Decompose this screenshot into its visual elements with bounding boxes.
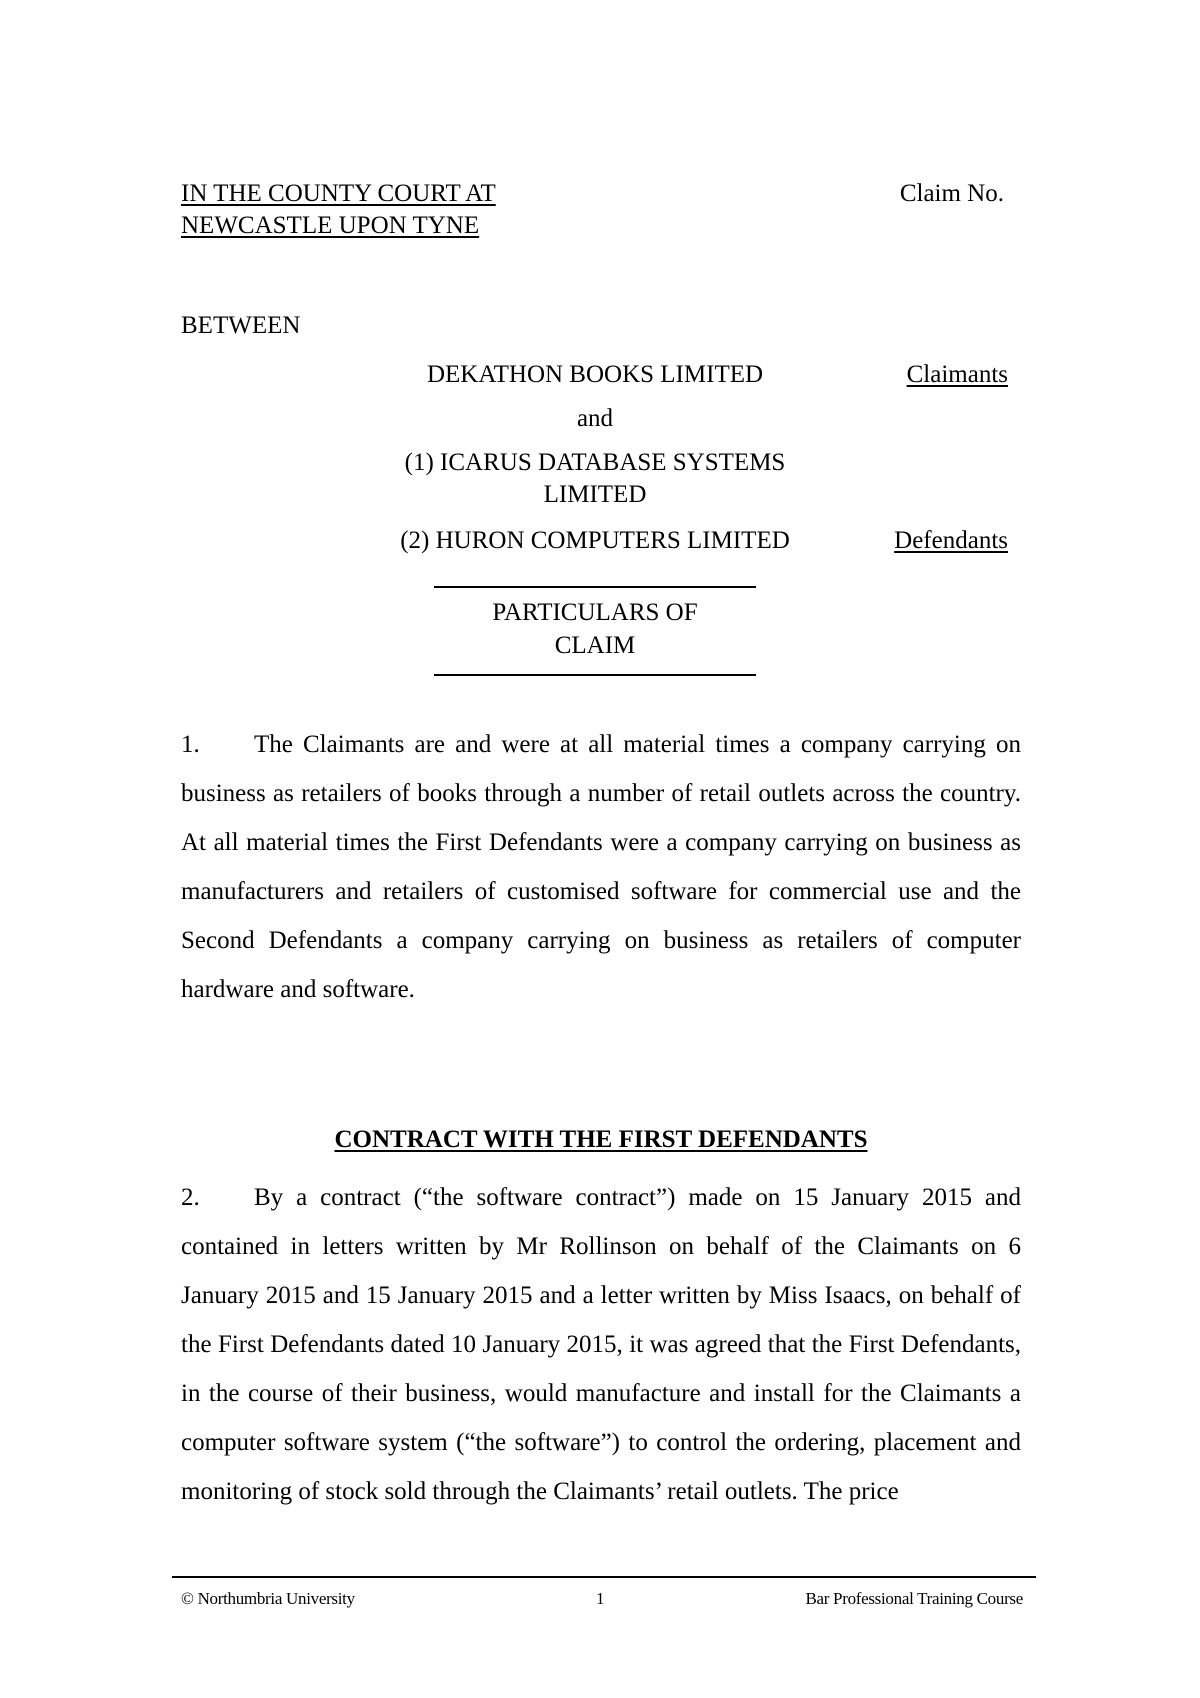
section-heading: CONTRACT WITH THE FIRST DEFENDANTS [334, 1126, 868, 1153]
paragraph-1-text: The Claimants are and were at all material times a company carrying on business as retailers of books through a number of retail outlets across the country. At all material times the First Defendants were a company carrying on business as manufacturers and retailers of customised software for commercial use and the Second Defendants a company carrying on business as retailers of computer hardware and software. [181, 731, 1021, 1003]
footer-rule [172, 1576, 1036, 1578]
document-title-line-2: CLAIM [554, 632, 636, 659]
paragraph-2-number: 2. [181, 1184, 200, 1211]
court-line-1: IN THE COUNTY COURT AT [181, 180, 496, 207]
paragraph-2-text: By a contract (“the software contract”) made on 15 January 2015 and contained in letters written by Mr Rollinson on behalf of the Claimants on 6 January 2015 and 15 January 2015 and a letter written by Miss Isaacs, on behalf of the First Defendants dated 10 January 2015, it was agreed that the First Defendants, in the course of their business, would manufacture and install for the Claimants a computer software system (“the software”) to control the ordering, placement and monitoring of stock sold through the Claimants’ retail outlets. The price [181, 1184, 1021, 1505]
document-title [434, 596, 756, 662]
title-rule-bottom [434, 674, 756, 676]
footer-page-number: 1 [596, 1589, 605, 1608]
footer-course-name: Bar Professional Training Course [805, 1589, 1023, 1608]
footer-copyright: © Northumbria University [181, 1589, 355, 1608]
title-rule-top [434, 586, 756, 588]
court-line-2: NEWCASTLE UPON TYNE [181, 212, 480, 239]
paragraph-1-number: 1. [181, 731, 200, 758]
document-title-line-1: PARTICULARS OF [492, 599, 698, 626]
first-defendant-line-2: LIMITED [543, 481, 647, 508]
and-label: and [576, 405, 614, 432]
court-name [181, 178, 496, 242]
paragraph-2 [181, 1173, 1021, 1516]
first-defendant-line-1: (1) ICARUS DATABASE SYSTEMS [404, 449, 786, 476]
paragraph-1 [181, 720, 1021, 1014]
second-defendant-name: (2) HURON COMPUTERS LIMITED [400, 527, 790, 554]
between-label: BETWEEN [181, 312, 301, 339]
claim-number-label: Claim No. [899, 180, 1004, 207]
claimant-name: DEKATHON BOOKS LIMITED [426, 361, 764, 388]
claimant-role: Claimants [906, 361, 1008, 388]
defendant-role: Defendants [894, 527, 1008, 554]
